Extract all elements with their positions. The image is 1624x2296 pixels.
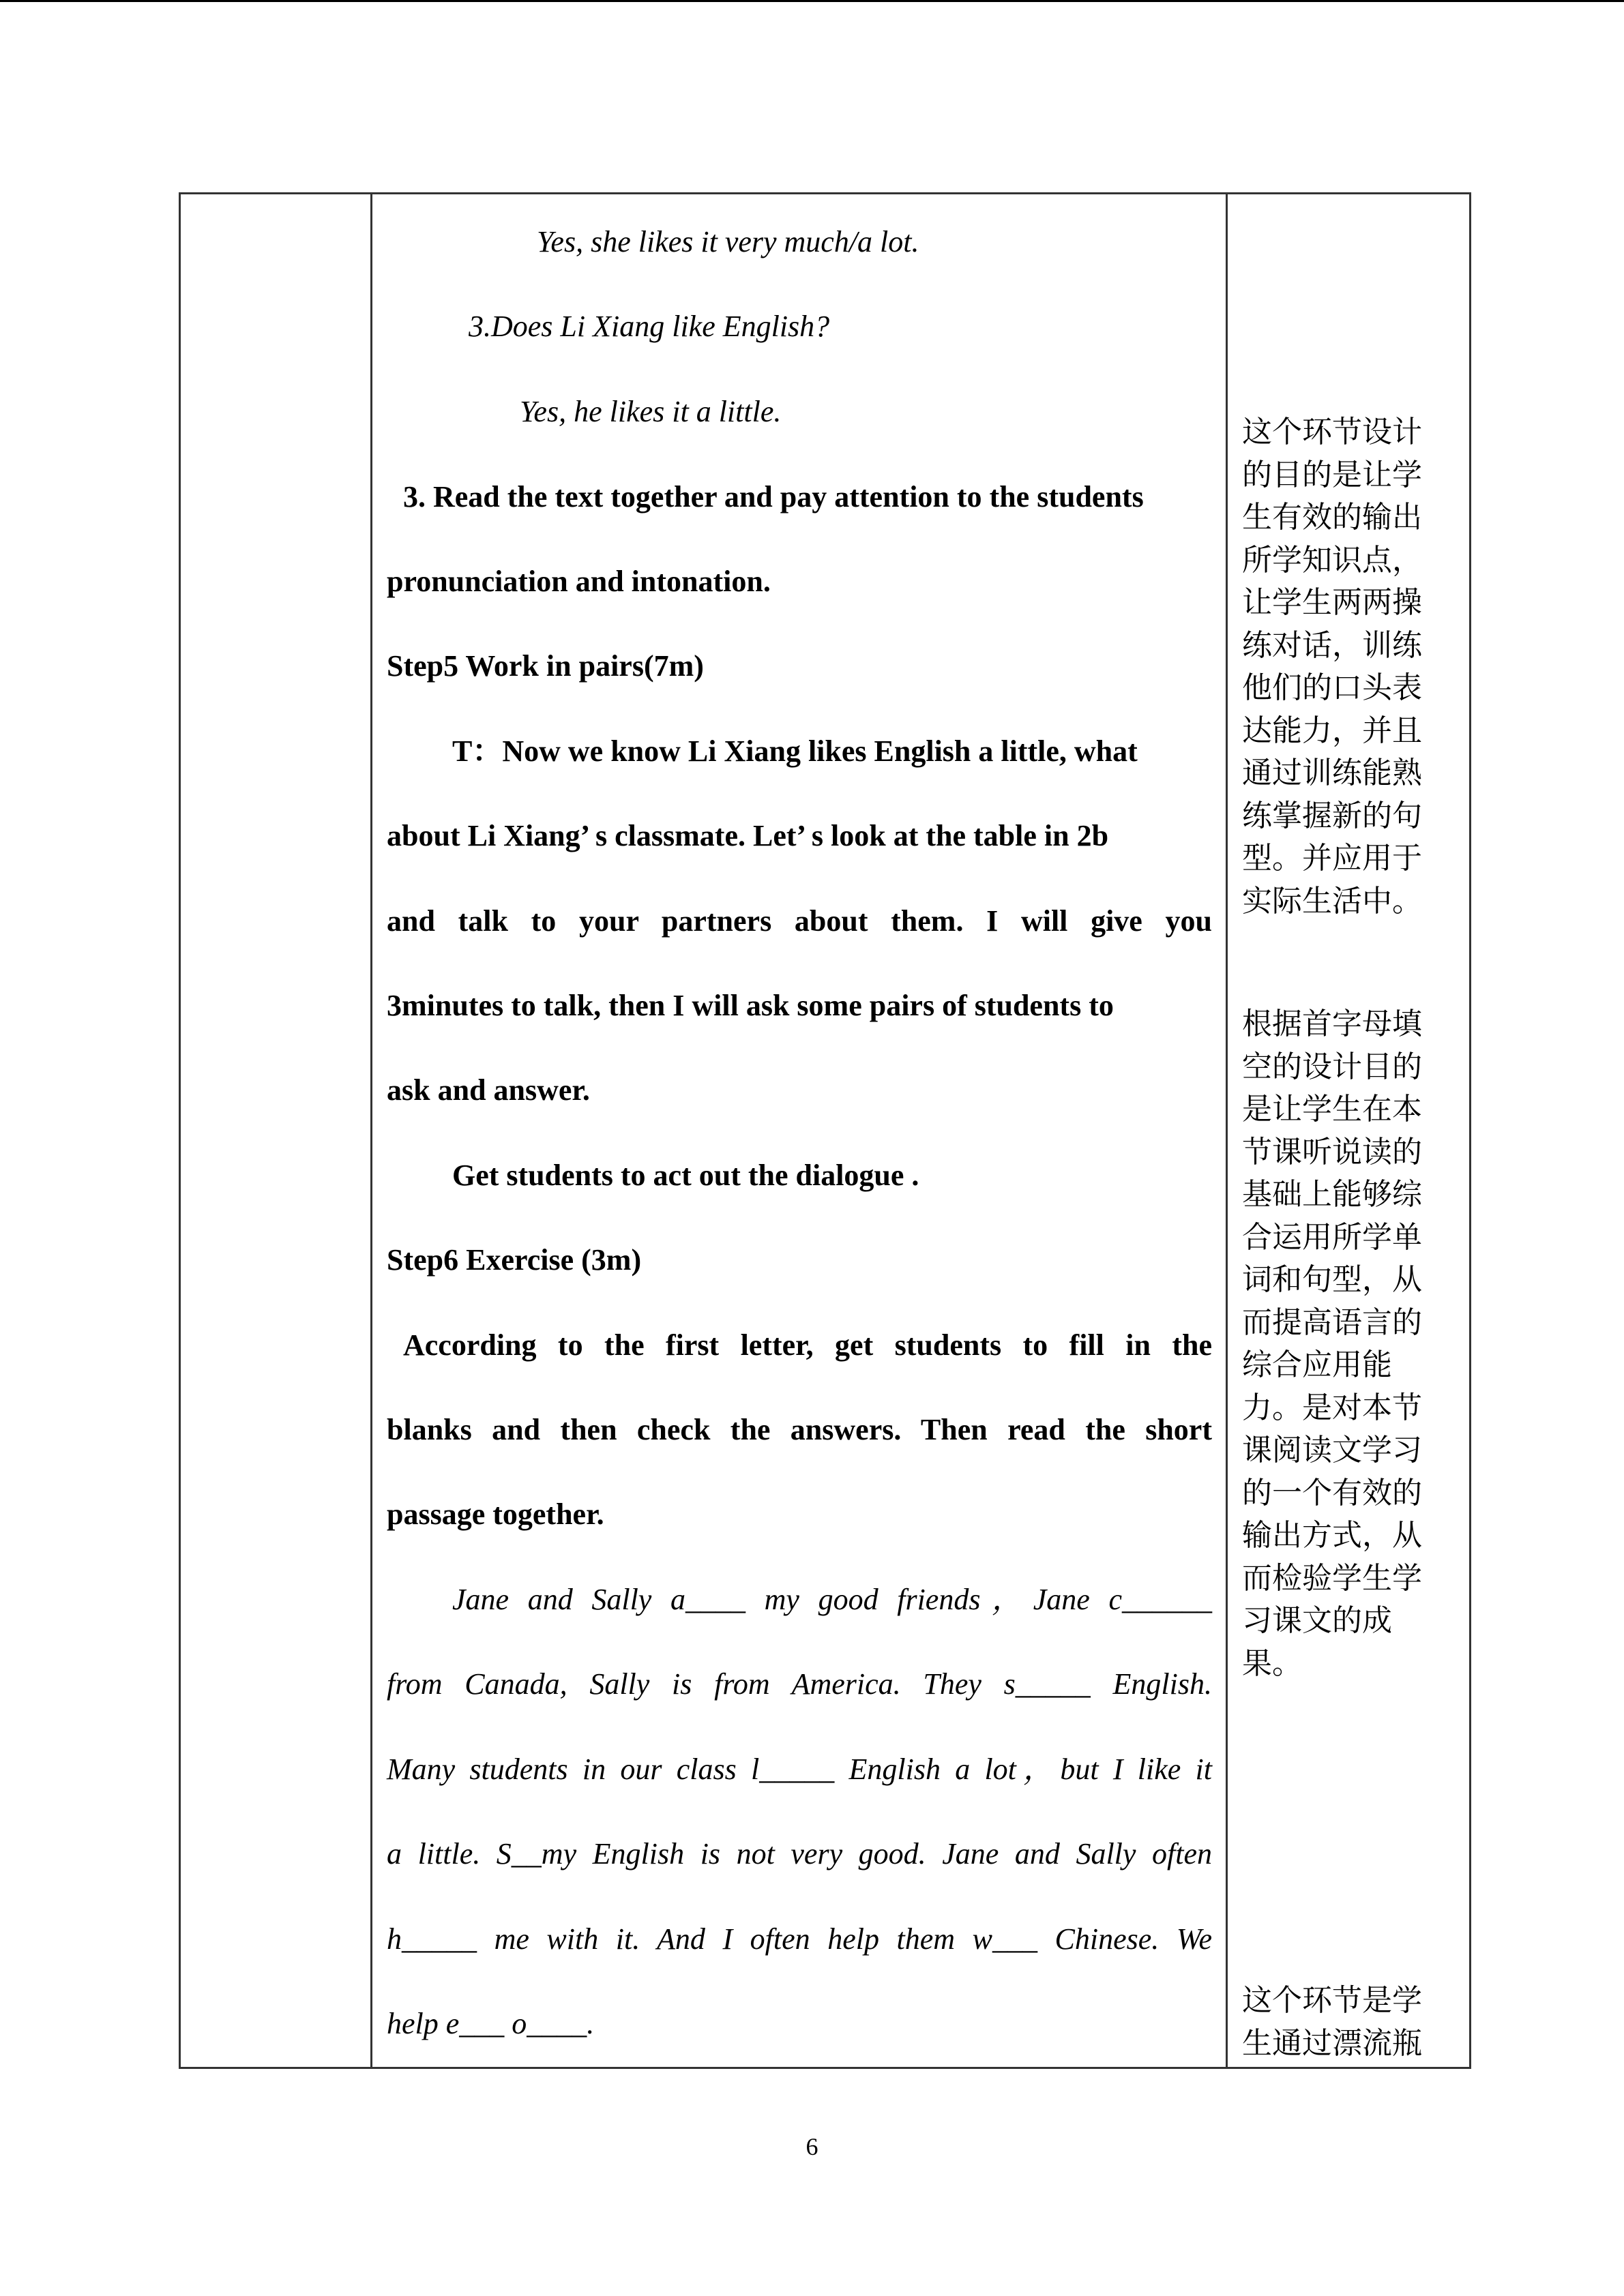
read-text-instruction-cont: pronunciation and intonation. xyxy=(387,565,771,598)
teacher-line-2: about Li Xiang’ s classmate. Let’ s look at the table in 2b xyxy=(387,819,1109,852)
step5-heading: Step5 Work in pairs(7m) xyxy=(387,649,704,683)
exercise-instruction-3: passage together. xyxy=(387,1497,604,1531)
column-divider-left xyxy=(370,194,372,2067)
teacher-line-3: and talk to your partners about them. I will give you xyxy=(387,904,1212,938)
page-number: 6 xyxy=(806,2133,818,2160)
column-divider-right xyxy=(1226,194,1228,2067)
design-note-exercise: 根据首字母填空的设计目的是让学生在本节课听说读的基础上能够综合运用所学单词和句型，从而提高语言的综合应用能力。是对本节课阅读文学习的一个有效的输出方式，从而检验学生学习课文的成果。 xyxy=(1242,1007,1422,1681)
procedure-cell xyxy=(387,194,1212,2067)
passage-line-3: Many students in our class l_____ English a lot，but I like it xyxy=(387,1753,1212,1786)
exercise-instruction-1: According to the first letter, get students to fill in the xyxy=(403,1328,1212,1362)
answer-line-3: Yes, he likes it a little. xyxy=(520,395,782,428)
passage-line-2: from Canada, Sally is from America. They s_____ English. xyxy=(387,1667,1212,1701)
step6-heading: Step6 Exercise (3m) xyxy=(387,1243,642,1277)
act-out-line: Get students to act out the dialogue . xyxy=(452,1159,919,1192)
lesson-plan-table xyxy=(179,192,1471,2069)
passage-line-5: h_____ me with it. And I often help them w___ Chinese. We xyxy=(387,1922,1212,1956)
passage-line-4: a little. S__my English is not very good. Jane and Sally often xyxy=(387,1837,1212,1870)
answer-line-1: Yes, she likes it very much/a lot. xyxy=(537,225,919,258)
passage-line-6: help e___ o____. xyxy=(387,2007,595,2040)
design-note-pair-work: 这个环节设计的目的是让学生有效的输出所学知识点，让学生两两操练对话，训练他们的口头表达能力，并且通过训练能熟练掌握新的句型。并应用于实际生活中。 xyxy=(1242,415,1422,919)
teacher-line-1: T：Now we know Li Xiang likes English a little, what xyxy=(452,734,1138,768)
exercise-instruction-2: blanks and then check the answers. Then read the short xyxy=(387,1413,1212,1446)
read-text-instruction: 3. Read the text together and pay attention to the students xyxy=(403,480,1144,513)
design-notes-cell xyxy=(1242,194,1460,2067)
page-top-border xyxy=(0,0,1624,2)
teacher-line-5: ask and answer. xyxy=(387,1073,590,1107)
teacher-line-4: 3minutes to talk, then I will ask some pairs of students to xyxy=(387,989,1114,1022)
passage-line-1: Jane and Sally a____ my good friends，Jane c______ xyxy=(452,1583,1212,1616)
design-note-next: 这个环节是学生通过漂流瓶 xyxy=(1242,1983,1422,2061)
question-line-3: 3.Does Li Xiang like English? xyxy=(469,310,830,343)
